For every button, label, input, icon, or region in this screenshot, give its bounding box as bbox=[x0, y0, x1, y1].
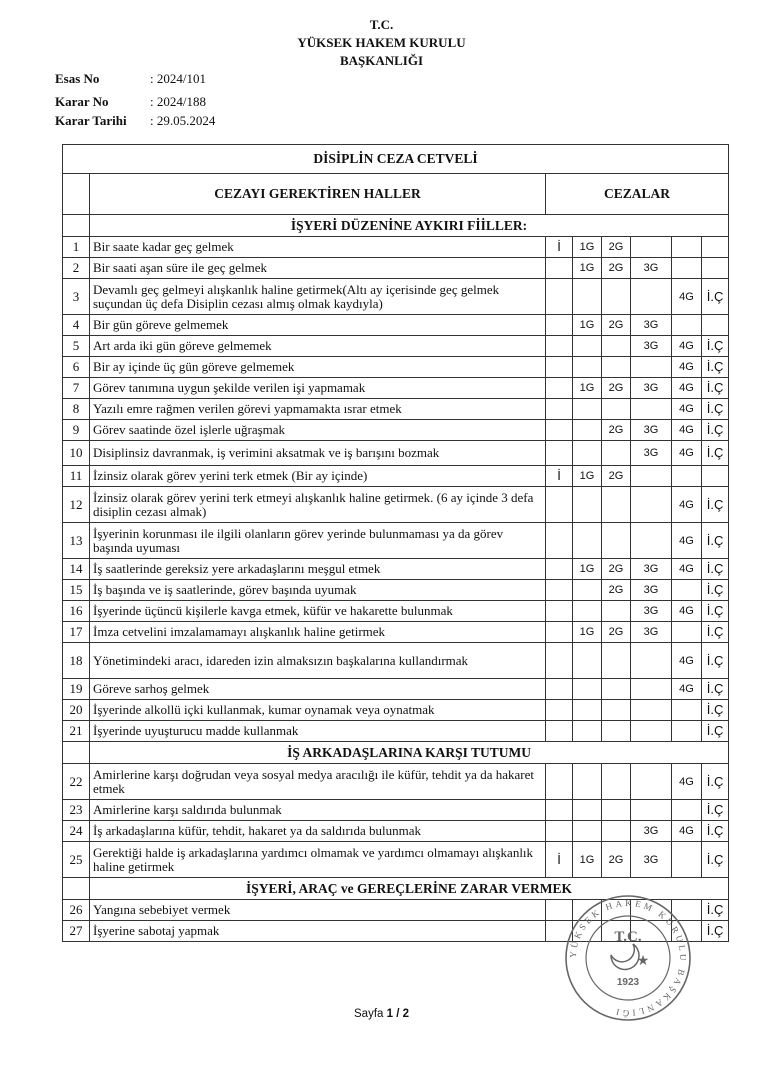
section-header-row bbox=[63, 215, 729, 237]
penalty-3g-cell bbox=[631, 900, 672, 921]
meta-label: Karar Tarihi bbox=[55, 113, 127, 128]
penalty-3g-cell bbox=[631, 399, 672, 420]
penalty-3g-cell bbox=[631, 279, 672, 315]
penalty-ic-cell: İ.Ç bbox=[702, 921, 729, 942]
table-row bbox=[63, 900, 729, 921]
row-number: 13 bbox=[63, 523, 90, 559]
penalty-ihtar-cell bbox=[546, 336, 573, 357]
penalty-4g-cell: 4G bbox=[672, 821, 702, 842]
offense-description: Yangına sebebiyet vermek bbox=[90, 900, 546, 921]
header-tc: T.C. bbox=[369, 17, 394, 32]
penalty-ic-cell: İ.Ç bbox=[702, 821, 729, 842]
table-row bbox=[63, 315, 729, 336]
offense-description: İşyerine sabotaj yapmak bbox=[90, 921, 546, 942]
section-blank-cell bbox=[63, 742, 90, 764]
penalty-ic-cell: İ.Ç bbox=[702, 700, 729, 721]
offense-description: Bir saati aşan süre ile geç gelmek bbox=[90, 258, 546, 279]
table-title: DİSİPLİN CEZA CETVELİ bbox=[63, 145, 729, 174]
penalty-3g-cell: 3G bbox=[631, 622, 672, 643]
footer-page-number: 1 / 2 bbox=[386, 1008, 409, 1020]
offense-description: İşyerinde uyuşturucu madde kullanmak bbox=[90, 721, 546, 742]
penalty-2g-cell bbox=[602, 601, 631, 622]
offense-description: Yönetimindeki aracı, idareden izin almaksızın başkalarına kullandırmak bbox=[90, 643, 546, 679]
penalty-3g-cell: 3G bbox=[631, 559, 672, 580]
table-row bbox=[63, 523, 729, 559]
penalty-ic-cell: İ.Ç bbox=[702, 721, 729, 742]
table-row bbox=[63, 378, 729, 399]
penalty-ihtar-cell bbox=[546, 279, 573, 315]
penalty-1g-cell bbox=[573, 721, 602, 742]
offense-description: Bir gün göreve gelmemek bbox=[90, 315, 546, 336]
row-number: 11 bbox=[63, 466, 90, 487]
penalty-2g-cell bbox=[602, 279, 631, 315]
penalty-3g-cell bbox=[631, 700, 672, 721]
penalty-2g-cell: 2G bbox=[602, 580, 631, 601]
penalty-2g-cell bbox=[602, 900, 631, 921]
row-number: 15 bbox=[63, 580, 90, 601]
table-row bbox=[63, 279, 729, 315]
penalty-1g-cell bbox=[573, 279, 602, 315]
section-header-row bbox=[63, 878, 729, 900]
penalty-2g-cell: 2G bbox=[602, 622, 631, 643]
offense-description: İmza cetvelini imzalamamayı alışkanlık haline getirmek bbox=[90, 622, 546, 643]
penalty-ic-cell: İ.Ç bbox=[702, 764, 729, 800]
penalty-3g-cell bbox=[631, 237, 672, 258]
row-number: 3 bbox=[63, 279, 90, 315]
penalty-ic-cell: İ.Ç bbox=[702, 441, 729, 466]
penalty-1g-cell: 1G bbox=[573, 559, 602, 580]
penalty-ic-cell: İ.Ç bbox=[702, 900, 729, 921]
penalty-ic-cell bbox=[702, 258, 729, 279]
row-number: 9 bbox=[63, 420, 90, 441]
penalty-3g-cell bbox=[631, 721, 672, 742]
table-row bbox=[63, 622, 729, 643]
penalty-1g-cell bbox=[573, 821, 602, 842]
penalty-2g-cell bbox=[602, 441, 631, 466]
page-footer bbox=[0, 1008, 763, 1020]
offense-description: Disiplinsiz davranmak, iş verimini aksatmak ve iş barışını bozmak bbox=[90, 441, 546, 466]
penalty-1g-cell bbox=[573, 580, 602, 601]
penalty-2g-cell bbox=[602, 523, 631, 559]
offense-description: Yazılı emre rağmen verilen görevi yapmamakta ısrar etmek bbox=[90, 399, 546, 420]
row-number: 21 bbox=[63, 721, 90, 742]
penalty-4g-cell: 4G bbox=[672, 378, 702, 399]
penalty-ic-cell: İ.Ç bbox=[702, 643, 729, 679]
meta-label: Esas No bbox=[55, 71, 100, 86]
penalty-2g-cell: 2G bbox=[602, 237, 631, 258]
penalty-2g-cell bbox=[602, 399, 631, 420]
penalty-3g-cell: 3G bbox=[631, 315, 672, 336]
penalty-ic-cell bbox=[702, 237, 729, 258]
row-number: 10 bbox=[63, 441, 90, 466]
table-row bbox=[63, 441, 729, 466]
penalty-ihtar-cell bbox=[546, 315, 573, 336]
penalty-ic-cell bbox=[702, 315, 729, 336]
penalty-3g-cell: 3G bbox=[631, 842, 672, 878]
table-row bbox=[63, 487, 729, 523]
offense-description: İş arkadaşlarına küfür, tehdit, hakaret ya da saldırıda bulunmak bbox=[90, 821, 546, 842]
table-row bbox=[63, 601, 729, 622]
offense-description: İzinsiz olarak görev yerini terk etmeyi alışkanlık haline getirmek. (6 ay içinde 3 defa disiplin cezası almak) bbox=[90, 487, 546, 523]
row-number: 5 bbox=[63, 336, 90, 357]
header-presidency: BAŞKANLIĞI bbox=[339, 53, 424, 68]
table-row bbox=[63, 700, 729, 721]
stamp-top-text: T.C. bbox=[614, 929, 642, 945]
penalty-4g-cell bbox=[672, 315, 702, 336]
penalty-1g-cell: 1G bbox=[573, 237, 602, 258]
offense-description: Amirlerine karşı saldırıda bulunmak bbox=[90, 800, 546, 821]
penalty-4g-cell: 4G bbox=[672, 487, 702, 523]
penalty-2g-cell bbox=[602, 643, 631, 679]
row-number: 6 bbox=[63, 357, 90, 378]
penalty-3g-cell bbox=[631, 921, 672, 942]
penalty-ihtar-cell bbox=[546, 721, 573, 742]
penalty-2g-cell: 2G bbox=[602, 378, 631, 399]
penalty-1g-cell bbox=[573, 700, 602, 721]
penalty-1g-cell bbox=[573, 601, 602, 622]
table-row bbox=[63, 258, 729, 279]
crescent-icon bbox=[611, 944, 639, 969]
penalty-2g-cell bbox=[602, 821, 631, 842]
offense-description: Bir saate kadar geç gelmek bbox=[90, 237, 546, 258]
row-number: 23 bbox=[63, 800, 90, 821]
penalty-ihtar-cell bbox=[546, 399, 573, 420]
penalty-3g-cell bbox=[631, 357, 672, 378]
penalty-ihtar-cell bbox=[546, 900, 573, 921]
penalty-1g-cell: 1G bbox=[573, 466, 602, 487]
row-number: 20 bbox=[63, 700, 90, 721]
penalty-4g-cell bbox=[672, 700, 702, 721]
penalty-4g-cell bbox=[672, 842, 702, 878]
penalty-2g-cell bbox=[602, 336, 631, 357]
penalty-ic-cell: İ.Ç bbox=[702, 399, 729, 420]
penalty-ic-cell: İ.Ç bbox=[702, 487, 729, 523]
penalty-1g-cell: 1G bbox=[573, 315, 602, 336]
penalty-2g-cell: 2G bbox=[602, 842, 631, 878]
penalty-2g-cell bbox=[602, 700, 631, 721]
penalty-ihtar-cell bbox=[546, 420, 573, 441]
penalty-ihtar-cell: İ bbox=[546, 842, 573, 878]
section-title: İŞYERİ DÜZENİNE AYKIRI FİİLLER: bbox=[90, 215, 729, 237]
penalty-2g-cell: 2G bbox=[602, 258, 631, 279]
penalty-2g-cell: 2G bbox=[602, 559, 631, 580]
row-number: 27 bbox=[63, 921, 90, 942]
penalty-3g-cell bbox=[631, 487, 672, 523]
table-row bbox=[63, 679, 729, 700]
offense-description: Art arda iki gün göreve gelmemek bbox=[90, 336, 546, 357]
table-row bbox=[63, 821, 729, 842]
table-row bbox=[63, 336, 729, 357]
penalty-1g-cell bbox=[573, 900, 602, 921]
row-number: 19 bbox=[63, 679, 90, 700]
penalty-ihtar-cell bbox=[546, 523, 573, 559]
penalty-4g-cell: 4G bbox=[672, 643, 702, 679]
penalty-4g-cell bbox=[672, 921, 702, 942]
table-row bbox=[63, 399, 729, 420]
penalty-ihtar-cell bbox=[546, 679, 573, 700]
penalty-ihtar-cell bbox=[546, 441, 573, 466]
penalty-1g-cell: 1G bbox=[573, 258, 602, 279]
penalty-ihtar-cell bbox=[546, 800, 573, 821]
table-row bbox=[63, 420, 729, 441]
penalty-4g-cell bbox=[672, 237, 702, 258]
penalty-3g-cell bbox=[631, 523, 672, 559]
penalty-4g-cell: 4G bbox=[672, 679, 702, 700]
penalty-table bbox=[62, 144, 729, 942]
column-header-cases: CEZAYI GEREKTİREN HALLER bbox=[90, 174, 546, 215]
penalty-ihtar-cell: İ bbox=[546, 237, 573, 258]
table-row bbox=[63, 466, 729, 487]
penalty-3g-cell bbox=[631, 800, 672, 821]
penalty-ic-cell bbox=[702, 466, 729, 487]
row-number: 1 bbox=[63, 237, 90, 258]
penalty-3g-cell: 3G bbox=[631, 378, 672, 399]
penalty-2g-cell bbox=[602, 357, 631, 378]
penalty-2g-cell bbox=[602, 679, 631, 700]
penalty-ic-cell: İ.Ç bbox=[702, 279, 729, 315]
penalty-3g-cell bbox=[631, 466, 672, 487]
offense-description: İzinsiz olarak görev yerini terk etmek (Bir ay içinde) bbox=[90, 466, 546, 487]
offense-description: Görev saatinde özel işlerle uğraşmak bbox=[90, 420, 546, 441]
table-row bbox=[63, 842, 729, 878]
row-number: 17 bbox=[63, 622, 90, 643]
penalty-4g-cell: 4G bbox=[672, 336, 702, 357]
penalty-4g-cell: 4G bbox=[672, 399, 702, 420]
penalty-3g-cell bbox=[631, 679, 672, 700]
offense-description: İşyerinin korunması ile ilgili olanların görev yerinde bulunmaması ya da görev başında uyuması bbox=[90, 523, 546, 559]
penalty-1g-cell bbox=[573, 441, 602, 466]
penalty-1g-cell bbox=[573, 487, 602, 523]
penalty-ic-cell: İ.Ç bbox=[702, 580, 729, 601]
offense-description: Bir ay içinde üç gün göreve gelmemek bbox=[90, 357, 546, 378]
penalty-ic-cell: İ.Ç bbox=[702, 336, 729, 357]
penalty-ihtar-cell bbox=[546, 487, 573, 523]
penalty-ihtar-cell bbox=[546, 643, 573, 679]
penalty-4g-cell: 4G bbox=[672, 764, 702, 800]
meta-karar-no bbox=[55, 94, 206, 110]
penalty-3g-cell: 3G bbox=[631, 821, 672, 842]
penalty-1g-cell bbox=[573, 764, 602, 800]
penalty-2g-cell: 2G bbox=[602, 315, 631, 336]
penalty-2g-cell: 2G bbox=[602, 420, 631, 441]
column-header-penalties: CEZALAR bbox=[546, 174, 729, 215]
penalty-2g-cell bbox=[602, 921, 631, 942]
penalty-ihtar-cell bbox=[546, 378, 573, 399]
penalty-1g-cell: 1G bbox=[573, 842, 602, 878]
header-institution: YÜKSEK HAKEM KURULU bbox=[297, 35, 466, 50]
meta-value: : 2024/101 bbox=[150, 71, 206, 86]
section-blank-cell bbox=[63, 215, 90, 237]
penalty-3g-cell: 3G bbox=[631, 336, 672, 357]
penalty-ihtar-cell bbox=[546, 258, 573, 279]
star-icon: ★ bbox=[636, 953, 650, 969]
penalty-2g-cell bbox=[602, 800, 631, 821]
penalty-ic-cell: İ.Ç bbox=[702, 559, 729, 580]
penalty-1g-cell bbox=[573, 399, 602, 420]
offense-description: Görev tanımına uygun şekilde verilen işi yapmamak bbox=[90, 378, 546, 399]
penalty-3g-cell bbox=[631, 764, 672, 800]
row-number: 7 bbox=[63, 378, 90, 399]
penalty-1g-cell: 1G bbox=[573, 378, 602, 399]
section-blank-cell bbox=[63, 878, 90, 900]
penalty-ic-cell: İ.Ç bbox=[702, 523, 729, 559]
penalty-4g-cell: 4G bbox=[672, 279, 702, 315]
penalty-4g-cell bbox=[672, 622, 702, 643]
row-number: 8 bbox=[63, 399, 90, 420]
penalty-ic-cell: İ.Ç bbox=[702, 679, 729, 700]
penalty-3g-cell: 3G bbox=[631, 441, 672, 466]
offense-description: İş başında ve iş saatlerinde, görev başında uyumak bbox=[90, 580, 546, 601]
penalty-1g-cell bbox=[573, 921, 602, 942]
penalty-4g-cell: 4G bbox=[672, 523, 702, 559]
penalty-2g-cell: 2G bbox=[602, 466, 631, 487]
offense-description: İş saatlerinde gereksiz yere arkadaşlarını meşgul etmek bbox=[90, 559, 546, 580]
meta-label: Karar No bbox=[55, 94, 109, 109]
penalty-ihtar-cell bbox=[546, 601, 573, 622]
penalty-1g-cell bbox=[573, 357, 602, 378]
penalty-4g-cell: 4G bbox=[672, 357, 702, 378]
meta-karar-tarihi bbox=[55, 113, 215, 129]
penalty-ihtar-cell bbox=[546, 764, 573, 800]
penalty-1g-cell bbox=[573, 336, 602, 357]
penalty-ihtar-cell bbox=[546, 559, 573, 580]
penalty-ihtar-cell bbox=[546, 580, 573, 601]
penalty-4g-cell bbox=[672, 580, 702, 601]
offense-description: Gerektiği halde iş arkadaşlarına yardımcı olmamak ve yardımcı olmamayı alışkanlık haline getirmek bbox=[90, 842, 546, 878]
row-number: 16 bbox=[63, 601, 90, 622]
stamp-year-text: 1923 bbox=[616, 977, 640, 988]
penalty-ic-cell: İ.Ç bbox=[702, 420, 729, 441]
row-number: 22 bbox=[63, 764, 90, 800]
penalty-1g-cell bbox=[573, 420, 602, 441]
penalty-4g-cell bbox=[672, 900, 702, 921]
penalty-ic-cell: İ.Ç bbox=[702, 378, 729, 399]
penalty-2g-cell bbox=[602, 721, 631, 742]
penalty-4g-cell: 4G bbox=[672, 601, 702, 622]
penalty-3g-cell bbox=[631, 643, 672, 679]
footer-prefix: Sayfa bbox=[354, 1008, 387, 1020]
penalty-3g-cell: 3G bbox=[631, 580, 672, 601]
penalty-3g-cell: 3G bbox=[631, 601, 672, 622]
row-number: 14 bbox=[63, 559, 90, 580]
penalty-ic-cell: İ.Ç bbox=[702, 357, 729, 378]
row-number: 4 bbox=[63, 315, 90, 336]
penalty-3g-cell: 3G bbox=[631, 420, 672, 441]
stamp-ring-text: YÜKSEK HAKEM KURULU BAŞKANLIĞI bbox=[567, 897, 689, 1019]
table-row bbox=[63, 237, 729, 258]
row-number: 25 bbox=[63, 842, 90, 878]
penalty-ic-cell: İ.Ç bbox=[702, 601, 729, 622]
table-row bbox=[63, 580, 729, 601]
penalty-ihtar-cell bbox=[546, 622, 573, 643]
offense-description: İşyerinde alkollü içki kullanmak, kumar oynamak veya oynatmak bbox=[90, 700, 546, 721]
penalty-ihtar-cell bbox=[546, 821, 573, 842]
section-title: İŞYERİ, ARAÇ ve GEREÇLERİNE ZARAR VERMEK bbox=[90, 878, 729, 900]
table-row bbox=[63, 764, 729, 800]
section-header-row bbox=[63, 742, 729, 764]
penalty-1g-cell bbox=[573, 800, 602, 821]
meta-value: : 2024/188 bbox=[150, 94, 206, 109]
penalty-4g-cell: 4G bbox=[672, 441, 702, 466]
penalty-2g-cell bbox=[602, 487, 631, 523]
section-title: İŞ ARKADAŞLARINA KARŞI TUTUMU bbox=[90, 742, 729, 764]
penalty-4g-cell bbox=[672, 721, 702, 742]
offense-description: İşyerinde üçüncü kişilerle kavga etmek, küfür ve hakarette bulunmak bbox=[90, 601, 546, 622]
table-row bbox=[63, 357, 729, 378]
table-row bbox=[63, 559, 729, 580]
row-number: 18 bbox=[63, 643, 90, 679]
table-row bbox=[63, 643, 729, 679]
header-blank-cell bbox=[63, 174, 90, 215]
penalty-ic-cell: İ.Ç bbox=[702, 622, 729, 643]
penalty-ic-cell: İ.Ç bbox=[702, 800, 729, 821]
penalty-4g-cell: 4G bbox=[672, 420, 702, 441]
meta-value: : 29.05.2024 bbox=[150, 113, 216, 128]
table-row bbox=[63, 800, 729, 821]
penalty-2g-cell bbox=[602, 764, 631, 800]
penalty-ihtar-cell bbox=[546, 921, 573, 942]
row-number: 24 bbox=[63, 821, 90, 842]
offense-description: Amirlerine karşı doğrudan veya sosyal medya aracılığı ile küfür, tehdit ya da hakaret etmek bbox=[90, 764, 546, 800]
penalty-1g-cell bbox=[573, 679, 602, 700]
penalty-4g-cell: 4G bbox=[672, 559, 702, 580]
table-row bbox=[63, 721, 729, 742]
penalty-4g-cell bbox=[672, 258, 702, 279]
penalty-1g-cell bbox=[573, 643, 602, 679]
meta-esas-no bbox=[55, 71, 206, 87]
row-number: 2 bbox=[63, 258, 90, 279]
row-number: 26 bbox=[63, 900, 90, 921]
penalty-1g-cell bbox=[573, 523, 602, 559]
penalty-ic-cell: İ.Ç bbox=[702, 842, 729, 878]
penalty-3g-cell: 3G bbox=[631, 258, 672, 279]
penalty-4g-cell bbox=[672, 466, 702, 487]
penalty-1g-cell: 1G bbox=[573, 622, 602, 643]
penalty-4g-cell bbox=[672, 800, 702, 821]
offense-description: Göreve sarhoş gelmek bbox=[90, 679, 546, 700]
offense-description: Devamlı geç gelmeyi alışkanlık haline getirmek(Altı ay içerisinde geç gelmek suçundan üç defa Disiplin cezası almış olmak kaydıyla) bbox=[90, 279, 546, 315]
penalty-ihtar-cell: İ bbox=[546, 466, 573, 487]
penalty-ihtar-cell bbox=[546, 357, 573, 378]
row-number: 12 bbox=[63, 487, 90, 523]
table-row bbox=[63, 921, 729, 942]
penalty-ihtar-cell bbox=[546, 700, 573, 721]
